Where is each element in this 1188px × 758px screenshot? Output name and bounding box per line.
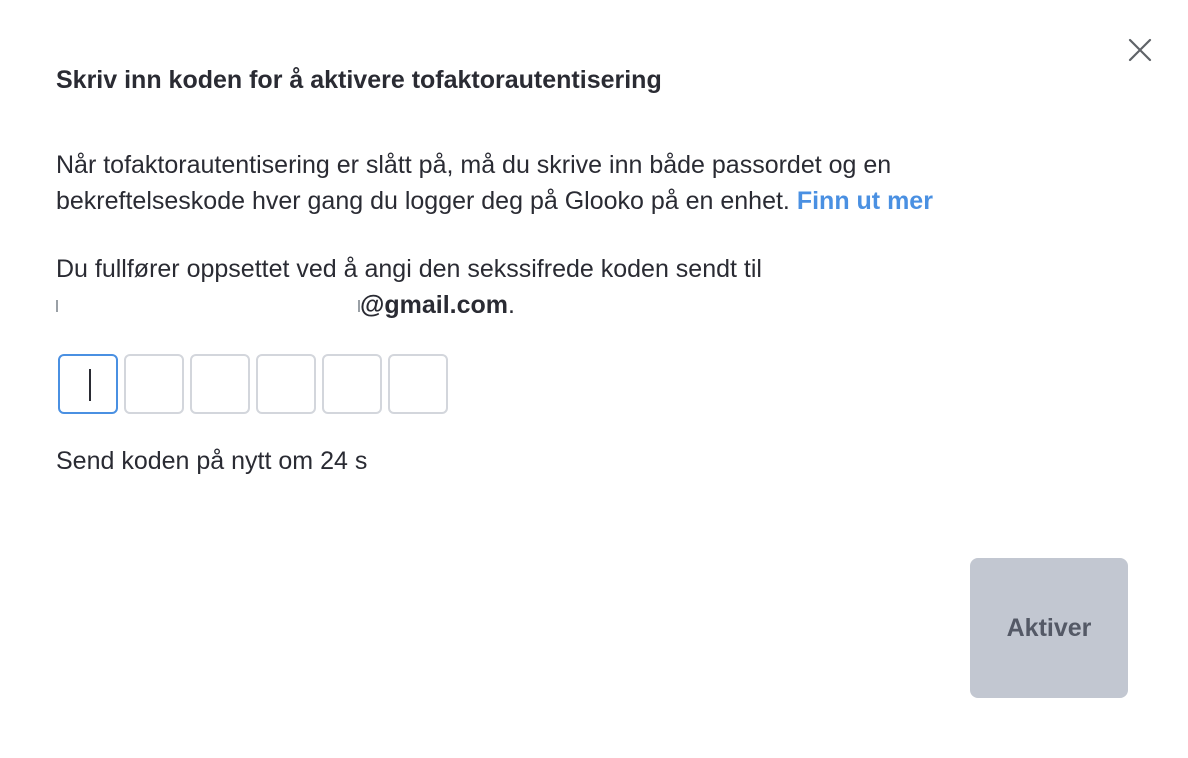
email-redacted — [56, 296, 360, 316]
code-digit-6[interactable] — [388, 354, 448, 414]
code-digit-4[interactable] — [256, 354, 316, 414]
learn-more-link[interactable]: Finn ut mer — [796, 187, 933, 215]
code-digit-5[interactable] — [322, 354, 382, 414]
email-address — [56, 287, 1056, 323]
instruction-body: Du fullfører oppsettet ved å angi den sekssifrede koden sendt til — [56, 255, 762, 283]
description-text — [56, 147, 1056, 219]
close-icon — [1124, 34, 1156, 66]
description-body: Når tofaktorautentisering er slått på, må du skrive inn både passordet og en bekreftelseskode hver gang du logger deg på Glooko på en enhet. — [56, 151, 892, 215]
code-input-group — [58, 354, 448, 414]
activate-button[interactable]: Aktiver — [970, 558, 1128, 698]
code-digit-1[interactable] — [58, 354, 118, 414]
email-suffix: . — [508, 291, 515, 319]
code-digit-2[interactable] — [124, 354, 184, 414]
resend-countdown: Send koden på nytt om 24 s — [56, 447, 368, 475]
text-caret — [89, 369, 91, 401]
email-domain: @gmail.com — [360, 291, 509, 319]
code-digit-3[interactable] — [190, 354, 250, 414]
close-button[interactable] — [1124, 34, 1156, 66]
dialog-title: Skriv inn koden for å aktivere tofaktorautentisering — [56, 66, 662, 94]
instruction-text — [56, 251, 1056, 323]
